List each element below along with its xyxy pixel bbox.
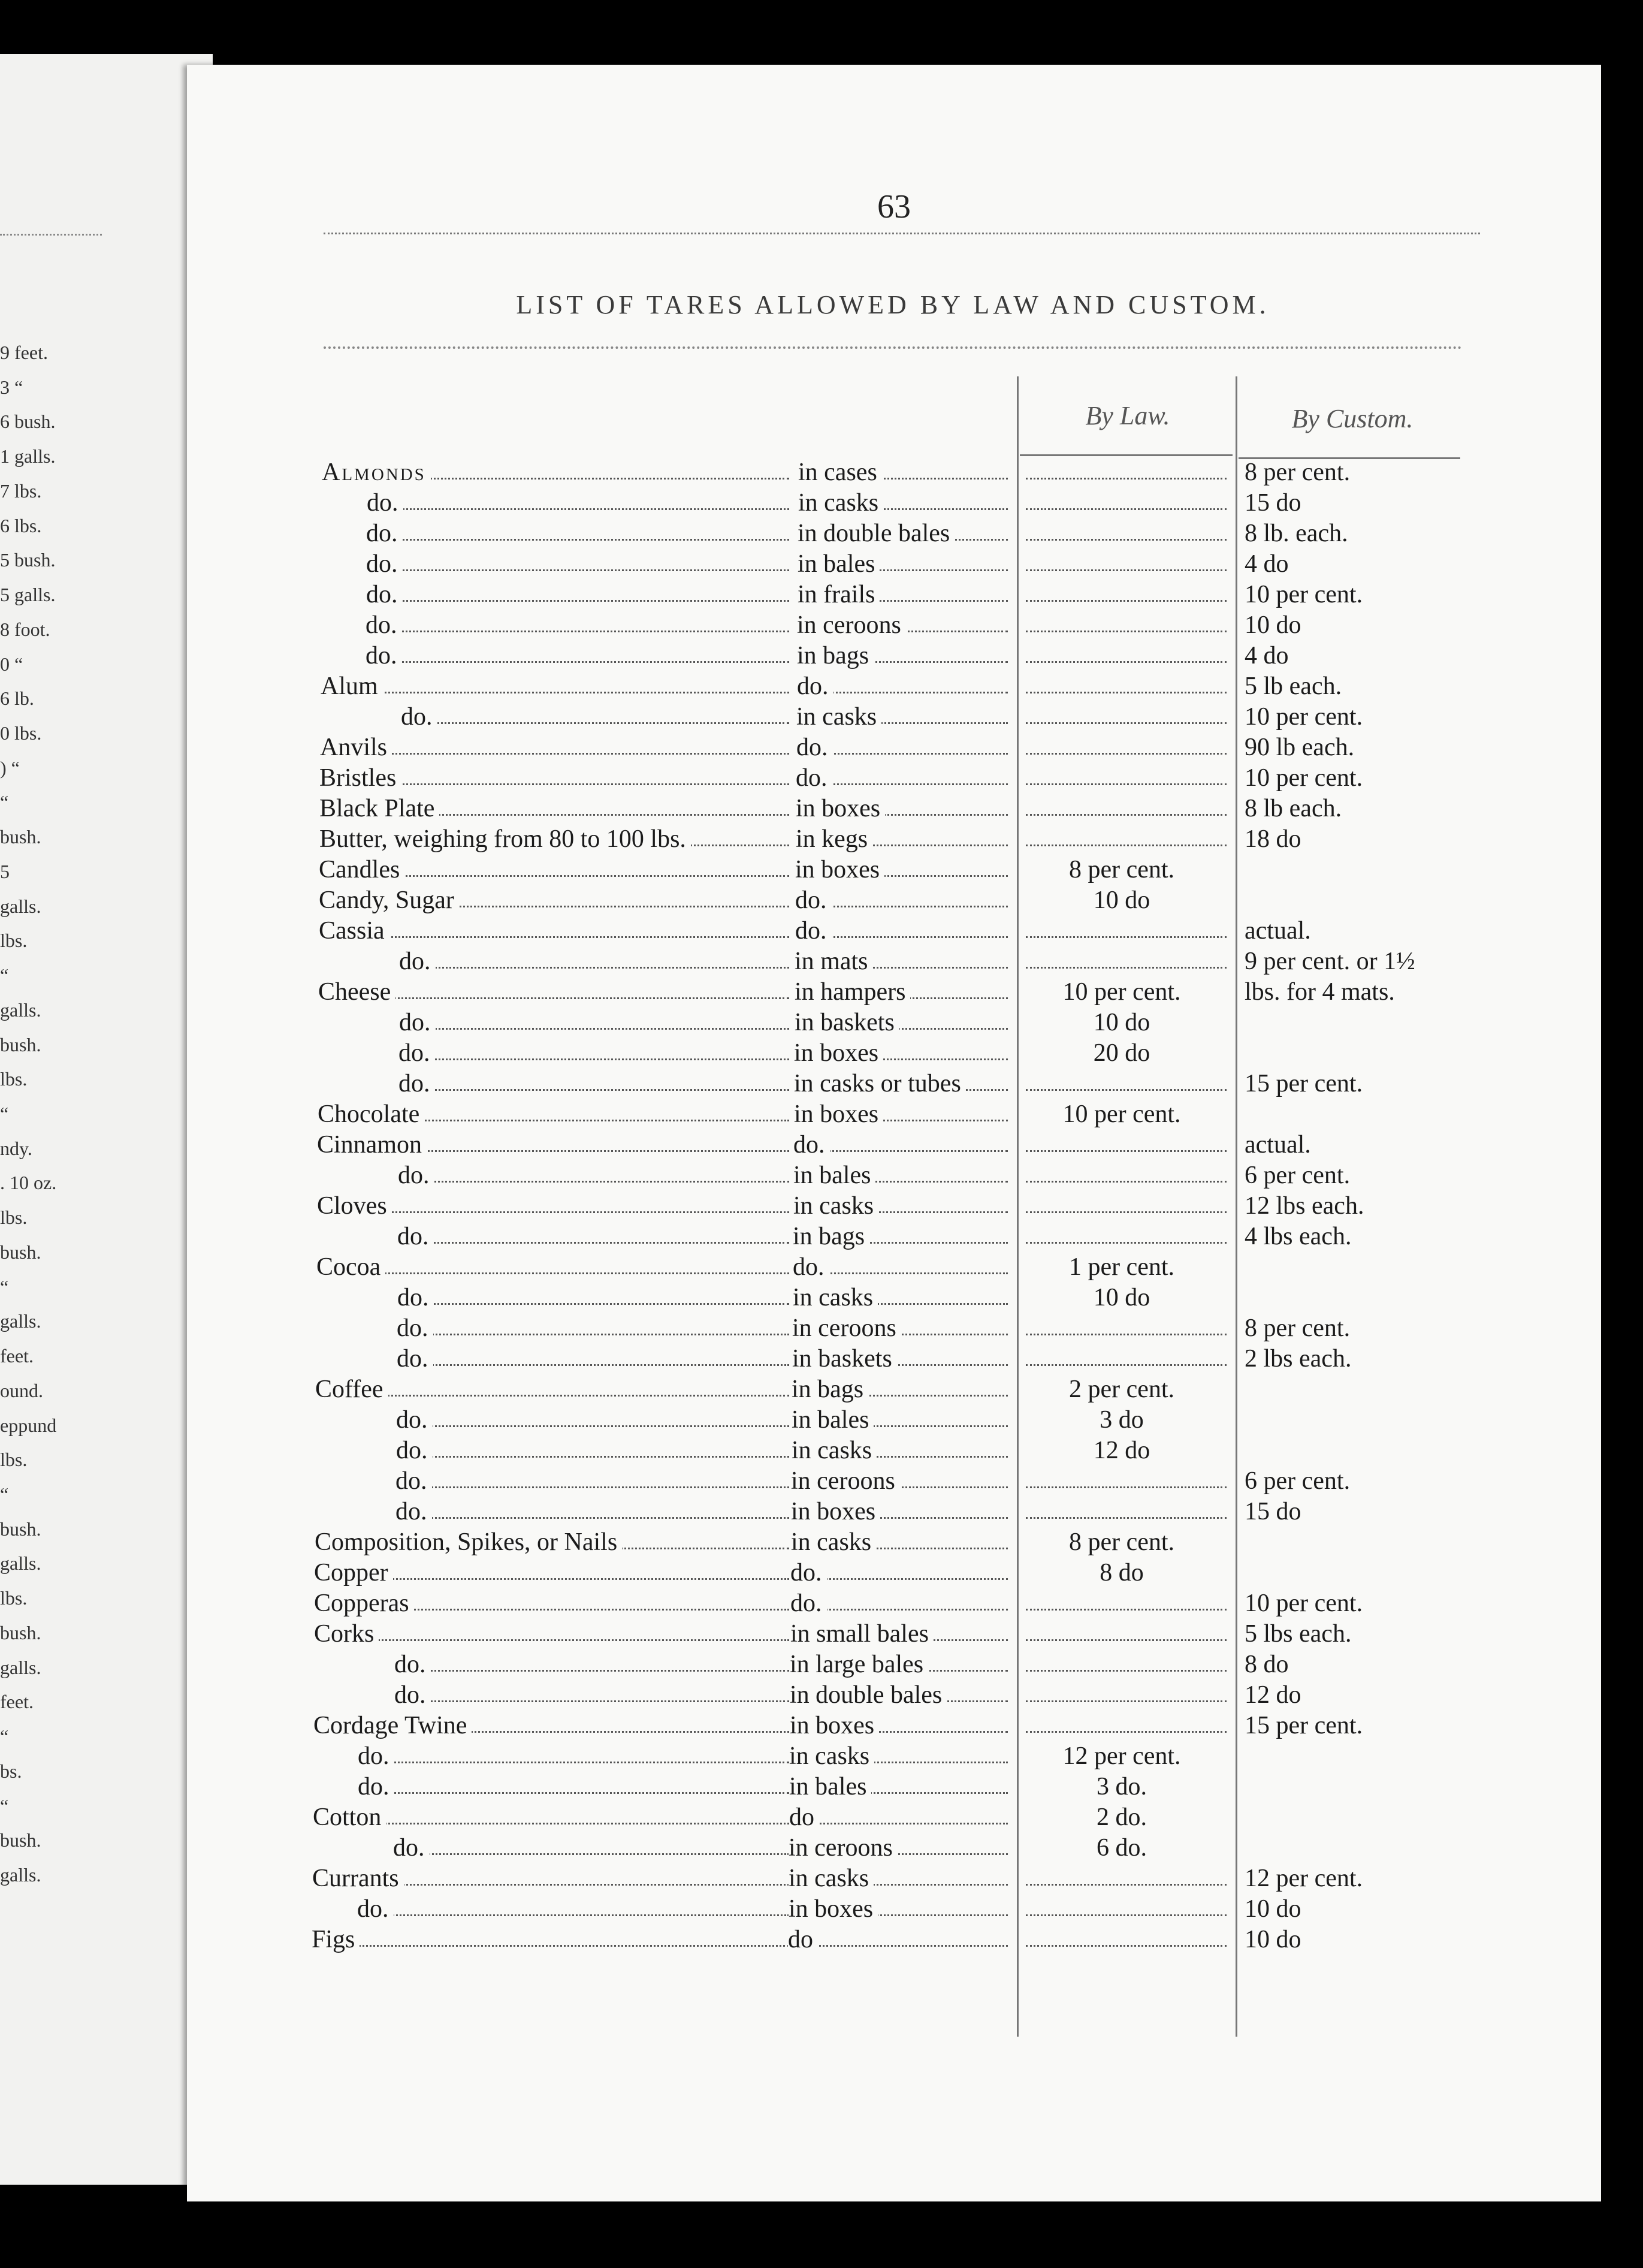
left-page-line: 1 galls. xyxy=(0,445,56,468)
table-row xyxy=(187,916,1601,946)
table-row xyxy=(187,1405,1601,1435)
article-name: Black Plate xyxy=(319,794,439,824)
package-type: in casks xyxy=(792,1435,1031,1465)
left-page-line: galls. xyxy=(0,1310,41,1332)
table-row xyxy=(187,1741,1601,1771)
article-name: do. xyxy=(398,1038,435,1068)
article-name: Bristles xyxy=(319,763,401,793)
law-column-header: By Law. xyxy=(1085,401,1170,430)
tare-by-law: 3 do xyxy=(1100,1406,1144,1434)
article-name: do. xyxy=(366,549,403,579)
table-row xyxy=(187,1099,1601,1129)
article-name: do. xyxy=(366,518,403,548)
table-row xyxy=(187,671,1601,701)
left-page-line: 6 lb. xyxy=(0,687,34,710)
package-type: in casks or tubes xyxy=(794,1069,1034,1099)
article-name: Corks xyxy=(314,1619,379,1649)
package-type: do. xyxy=(793,1252,1032,1282)
left-page-rule xyxy=(0,234,102,236)
left-page-line: bush. xyxy=(0,1829,41,1851)
tare-by-custom: 9 per cent. or 1½ xyxy=(1245,948,1415,975)
table-row xyxy=(187,1772,1601,1802)
table-row xyxy=(187,488,1601,518)
left-page-line: lbs. xyxy=(0,1449,28,1471)
left-page-line: 8 foot. xyxy=(0,618,50,640)
tare-by-law: 6 do. xyxy=(1097,1834,1147,1862)
package-type: in baskets xyxy=(792,1344,1032,1374)
package-type: in bales xyxy=(793,1160,1033,1190)
table-row xyxy=(187,1802,1601,1832)
left-page-line: 7 lbs. xyxy=(0,479,42,502)
left-page-line: bush. xyxy=(0,1518,41,1540)
table-row xyxy=(187,549,1601,579)
law-dotted-leader xyxy=(1026,783,1227,785)
table-row xyxy=(187,732,1601,762)
package-type: do. xyxy=(795,916,1035,946)
law-dotted-leader xyxy=(1026,569,1227,571)
article-name: Coffee xyxy=(315,1374,388,1404)
law-dotted-leader xyxy=(1026,1089,1227,1091)
law-dotted-leader xyxy=(1026,631,1227,632)
table-row xyxy=(187,1038,1601,1068)
law-dotted-leader xyxy=(1026,1700,1227,1702)
left-page-line: 5 xyxy=(0,860,10,882)
tare-by-custom: 5 lbs each. xyxy=(1245,1620,1352,1648)
tare-by-custom: actual. xyxy=(1245,1131,1311,1159)
package-type: in bales xyxy=(798,549,1037,579)
left-page-line: “ xyxy=(0,1795,9,1817)
tare-by-custom: 5 lb each. xyxy=(1245,672,1342,700)
package-type: in baskets xyxy=(795,1008,1034,1038)
tare-by-custom: 6 per cent. xyxy=(1245,1162,1351,1189)
left-page-line: lbs. xyxy=(0,1207,28,1229)
article-name: do. xyxy=(398,1069,435,1099)
left-page-line: bs. xyxy=(0,1760,22,1782)
package-type: in kegs xyxy=(796,824,1035,854)
left-page-line: 6 lbs. xyxy=(0,514,42,536)
article-name: do. xyxy=(397,1344,433,1374)
table-row xyxy=(187,1863,1601,1893)
package-type: in hampers xyxy=(795,977,1034,1007)
article-name: do. xyxy=(397,1313,433,1343)
package-type: in casks xyxy=(793,1191,1033,1221)
left-page-line: “ xyxy=(0,1275,9,1298)
article-name: Butter, weighing from 80 to 100 lbs. xyxy=(319,824,691,854)
package-type: in boxes xyxy=(796,794,1035,824)
tare-by-law: 12 do xyxy=(1093,1437,1150,1464)
document-page xyxy=(187,65,1601,2201)
article-name: Chocolate xyxy=(318,1099,424,1129)
article-name: do. xyxy=(366,641,402,671)
tare-by-custom: 10 per cent. xyxy=(1245,1590,1363,1617)
tare-by-custom: 15 do xyxy=(1245,1498,1301,1525)
package-type: do. xyxy=(790,1588,1030,1618)
law-dotted-leader xyxy=(1026,722,1227,724)
table-row xyxy=(187,518,1601,548)
table-row xyxy=(187,457,1601,487)
article-name: do. xyxy=(393,1833,430,1863)
package-type: in bales xyxy=(789,1772,1029,1802)
tare-by-law: 2 do. xyxy=(1097,1803,1147,1831)
article-name: do. xyxy=(397,1283,434,1313)
law-dotted-leader xyxy=(1026,539,1227,541)
article-name: do. xyxy=(394,1649,431,1679)
table-row xyxy=(187,1497,1601,1527)
article-name: Cordage Twine xyxy=(313,1711,472,1741)
table-row xyxy=(187,580,1601,610)
law-dotted-leader xyxy=(1026,1914,1227,1916)
package-type: in boxes xyxy=(789,1894,1028,1924)
article-name: Candles xyxy=(319,855,404,885)
left-page-line: galls. xyxy=(0,1864,41,1886)
law-dotted-leader xyxy=(1026,967,1227,969)
tare-by-custom: 12 per cent. xyxy=(1245,1865,1363,1892)
tare-by-law: 10 per cent. xyxy=(1062,978,1181,1006)
tare-by-custom: 10 do xyxy=(1245,1895,1301,1923)
article-name: Composition, Spikes, or Nails xyxy=(315,1527,622,1557)
tare-by-custom: 18 do xyxy=(1245,825,1301,853)
law-dotted-leader xyxy=(1026,508,1227,510)
table-row xyxy=(187,1925,1601,1955)
law-dotted-leader xyxy=(1026,600,1227,602)
law-dotted-leader xyxy=(1026,1731,1227,1733)
tare-by-custom: 8 lb. each. xyxy=(1245,520,1348,547)
page-title: LIST OF TARES ALLOWED BY LAW AND CUSTOM. xyxy=(516,290,1270,319)
left-page-line: 0 lbs. xyxy=(0,722,42,744)
tare-by-custom: 4 do xyxy=(1245,550,1289,578)
left-page-line: ound. xyxy=(0,1379,43,1401)
tare-by-custom: 90 lb each. xyxy=(1245,734,1355,761)
tare-by-custom: 4 do xyxy=(1245,642,1289,669)
left-page-line: 3 “ xyxy=(0,376,23,398)
law-dotted-leader xyxy=(1026,1517,1227,1519)
table-row xyxy=(187,1558,1601,1588)
article-name: do. xyxy=(357,1894,394,1924)
law-dotted-leader xyxy=(1026,1364,1227,1366)
table-row xyxy=(187,1711,1601,1741)
article-name: Figs xyxy=(312,1925,360,1955)
law-dotted-leader xyxy=(1026,1639,1227,1641)
article-name: Currants xyxy=(312,1863,404,1893)
package-type: in casks xyxy=(796,702,1036,732)
tare-by-law: 8 do xyxy=(1100,1559,1144,1587)
left-page-line: “ xyxy=(0,1726,9,1748)
law-dotted-leader xyxy=(1026,1884,1227,1886)
table-row xyxy=(187,1008,1601,1038)
tare-by-custom: 12 lbs each. xyxy=(1245,1192,1364,1220)
table-row xyxy=(187,1130,1601,1160)
tare-by-custom: 6 per cent. xyxy=(1245,1467,1351,1495)
tare-by-law: 1 per cent. xyxy=(1068,1253,1175,1281)
package-type: in boxes xyxy=(794,1099,1034,1129)
table-row xyxy=(187,763,1601,793)
package-type: do. xyxy=(790,1558,1030,1588)
package-type: in boxes xyxy=(795,855,1035,885)
left-page-line: bush. xyxy=(0,1621,41,1643)
table-row xyxy=(187,824,1601,854)
article-name: Alum xyxy=(321,671,383,701)
law-dotted-leader xyxy=(1026,1211,1227,1213)
left-page-line: galls. xyxy=(0,895,41,917)
article-name: Cinnamon xyxy=(317,1130,427,1160)
left-page-line: “ xyxy=(0,964,9,987)
tare-by-custom: 12 do xyxy=(1245,1681,1301,1709)
package-type: in casks xyxy=(789,1863,1028,1893)
package-type: in cases xyxy=(798,457,1038,487)
tare-by-law: 12 per cent. xyxy=(1062,1742,1181,1770)
table-row xyxy=(187,1527,1601,1557)
law-dotted-leader xyxy=(1026,1945,1227,1947)
law-dotted-leader xyxy=(1026,1609,1227,1610)
package-type: do. xyxy=(793,1130,1033,1160)
article-name: Cocoa xyxy=(316,1252,385,1282)
left-page-line: 0 “ xyxy=(0,653,23,675)
left-page-line: lbs. xyxy=(0,930,28,952)
package-type: in casks xyxy=(791,1527,1031,1557)
table-row xyxy=(187,1344,1601,1374)
tare-by-custom: 8 lb each. xyxy=(1245,795,1342,822)
left-page-line: bush. xyxy=(0,1241,41,1263)
tare-by-law: 8 per cent. xyxy=(1068,856,1175,883)
package-type: in casks xyxy=(793,1283,1032,1313)
article-name: do. xyxy=(358,1741,394,1771)
table-row xyxy=(187,1833,1601,1863)
left-page-line: bush. xyxy=(0,1033,41,1055)
left-page-line: lbs. xyxy=(0,1587,28,1609)
article-name: do. xyxy=(395,1466,432,1496)
left-page-fragment xyxy=(0,54,213,2185)
tare-by-law: 10 do xyxy=(1093,886,1150,914)
article-name: Cloves xyxy=(317,1191,392,1221)
package-type: in ceroons xyxy=(791,1466,1031,1496)
table-row xyxy=(187,1252,1601,1282)
left-page-line: ndy. xyxy=(0,1137,32,1159)
title-rule xyxy=(324,346,1462,349)
article-name: do. xyxy=(398,1160,434,1190)
article-name: do. xyxy=(397,1222,434,1251)
package-type: in large bales xyxy=(790,1649,1029,1679)
article-name: do. xyxy=(395,1497,432,1527)
package-type: in bags xyxy=(793,1222,1032,1251)
package-type: in mats xyxy=(795,946,1034,976)
article-name: do. xyxy=(394,1680,431,1710)
left-page-line: 9 feet. xyxy=(0,342,48,363)
law-header-rule xyxy=(1020,454,1233,456)
package-type: in double bales xyxy=(790,1680,1029,1710)
law-dotted-leader xyxy=(1026,936,1227,938)
table-row xyxy=(187,946,1601,976)
table-row xyxy=(187,1894,1601,1924)
package-type: in boxes xyxy=(790,1711,1029,1741)
table-row xyxy=(187,1680,1601,1710)
article-name: Anvils xyxy=(320,732,392,762)
article-name: do. xyxy=(401,702,437,732)
tare-by-custom: 10 do xyxy=(1245,611,1301,639)
article-name: do. xyxy=(396,1435,433,1465)
tare-by-custom: 15 do xyxy=(1245,489,1301,517)
left-page-line: “ xyxy=(0,791,9,813)
tare-by-custom: 10 per cent. xyxy=(1245,581,1363,608)
article-name: do. xyxy=(366,610,402,640)
package-type: do. xyxy=(796,732,1036,762)
law-dotted-leader xyxy=(1026,845,1227,846)
law-dotted-leader xyxy=(1026,478,1227,479)
table-row xyxy=(187,1222,1601,1251)
article-name: Candy, Sugar xyxy=(319,885,459,915)
package-type: in casks xyxy=(798,488,1038,518)
package-type: in frails xyxy=(798,580,1037,610)
article-name: Cassia xyxy=(319,916,389,946)
law-dotted-leader xyxy=(1026,814,1227,816)
tare-by-law: 10 per cent. xyxy=(1062,1100,1181,1128)
article-name: do. xyxy=(396,1405,433,1435)
package-type: in bags xyxy=(792,1374,1031,1404)
package-type: in small bales xyxy=(790,1619,1030,1649)
table-row xyxy=(187,977,1601,1007)
package-type: do. xyxy=(795,885,1035,915)
package-type: in ceroons xyxy=(789,1833,1028,1863)
law-dotted-leader xyxy=(1026,1670,1227,1672)
tare-by-law: 2 per cent. xyxy=(1068,1376,1175,1403)
left-page-line: 5 galls. xyxy=(0,584,56,606)
article-name: Copperas xyxy=(314,1588,414,1618)
article-name: do. xyxy=(399,1008,436,1038)
article-name: Copper xyxy=(314,1558,393,1588)
tare-by-custom: 15 per cent. xyxy=(1245,1070,1363,1097)
tare-by-custom: actual. xyxy=(1245,917,1311,945)
table-row xyxy=(187,1160,1601,1190)
page-number: 63 xyxy=(877,188,911,225)
package-type: in boxes xyxy=(794,1038,1034,1068)
package-type: in ceroons xyxy=(792,1313,1032,1343)
table-row xyxy=(187,641,1601,671)
package-type: in casks xyxy=(789,1741,1029,1771)
package-type: do. xyxy=(796,763,1035,793)
tare-by-law: 3 do. xyxy=(1097,1773,1147,1800)
table-row xyxy=(187,1069,1601,1099)
tare-by-law: 20 do xyxy=(1093,1039,1150,1067)
left-page-line: lbs. xyxy=(0,1068,28,1090)
left-page-line: galls. xyxy=(0,1656,41,1678)
left-page-line: 5 bush. xyxy=(0,549,56,571)
table-row xyxy=(187,1588,1601,1618)
left-page-line: “ xyxy=(0,1103,9,1124)
law-dotted-leader xyxy=(1026,692,1227,693)
tare-by-custom: lbs. for 4 mats. xyxy=(1245,978,1395,1006)
law-dotted-leader xyxy=(1026,1486,1227,1488)
law-dotted-leader xyxy=(1026,1181,1227,1183)
law-dotted-leader xyxy=(1026,1150,1227,1152)
law-dotted-leader xyxy=(1026,661,1227,663)
table-row xyxy=(187,1466,1601,1496)
left-page-line: ) “ xyxy=(0,756,20,779)
left-page-line: “ xyxy=(0,1483,9,1505)
package-type: do xyxy=(789,1802,1029,1832)
package-type: in double bales xyxy=(798,518,1037,548)
article-name: do. xyxy=(358,1772,394,1802)
tare-by-law: 10 do xyxy=(1093,1009,1150,1036)
law-dotted-leader xyxy=(1026,1242,1227,1244)
package-type: in ceroons xyxy=(797,610,1037,640)
table-row xyxy=(187,1374,1601,1404)
package-type: in bales xyxy=(792,1405,1031,1435)
table-row xyxy=(187,702,1601,732)
article-name: Almonds xyxy=(322,457,431,487)
tare-by-law: 10 do xyxy=(1093,1284,1150,1311)
table-row xyxy=(187,855,1601,885)
table-row xyxy=(187,610,1601,640)
left-page-line: galls. xyxy=(0,999,41,1021)
table-row xyxy=(187,1313,1601,1343)
article-name: Cotton xyxy=(313,1802,386,1832)
left-page-line: 6 bush. xyxy=(0,411,56,433)
package-type: do. xyxy=(797,671,1037,701)
left-page-line: . 10 oz. xyxy=(0,1172,57,1194)
table-row xyxy=(187,1283,1601,1313)
package-type: in bags xyxy=(797,641,1037,671)
tare-by-custom: 10 per cent. xyxy=(1245,764,1363,792)
table-row xyxy=(187,794,1601,824)
left-page-line: bush. xyxy=(0,826,41,848)
left-page-line: eppund xyxy=(0,1414,57,1436)
article-name: do. xyxy=(366,580,403,610)
custom-column-header: By Custom. xyxy=(1291,404,1414,433)
tare-by-custom: 10 per cent. xyxy=(1245,703,1363,731)
header-rule xyxy=(324,233,1480,234)
article-name: do. xyxy=(399,946,436,976)
table-row xyxy=(187,1435,1601,1465)
law-dotted-leader xyxy=(1026,1334,1227,1335)
tare-by-custom: 8 per cent. xyxy=(1245,1314,1351,1342)
package-type: in boxes xyxy=(791,1497,1031,1527)
left-page-line: galls. xyxy=(0,1552,41,1575)
tare-by-custom: 8 per cent. xyxy=(1245,459,1351,486)
tare-by-custom: 10 do xyxy=(1245,1926,1301,1953)
table-row xyxy=(187,1649,1601,1679)
table-row xyxy=(187,1191,1601,1221)
tare-by-custom: 15 per cent. xyxy=(1245,1712,1363,1739)
article-name: Cheese xyxy=(318,977,395,1007)
tare-by-custom: 8 do xyxy=(1245,1651,1289,1678)
article-name: do. xyxy=(367,488,403,518)
tare-by-custom: 2 lbs each. xyxy=(1245,1345,1352,1373)
left-page-line: feet. xyxy=(0,1345,34,1367)
tare-by-custom: 4 lbs each. xyxy=(1245,1223,1352,1250)
table-row xyxy=(187,1619,1601,1649)
left-page-line: feet. xyxy=(0,1691,34,1713)
table-row xyxy=(187,885,1601,915)
package-type: do xyxy=(788,1925,1028,1955)
tare-by-law: 8 per cent. xyxy=(1068,1528,1175,1556)
law-dotted-leader xyxy=(1026,753,1227,755)
